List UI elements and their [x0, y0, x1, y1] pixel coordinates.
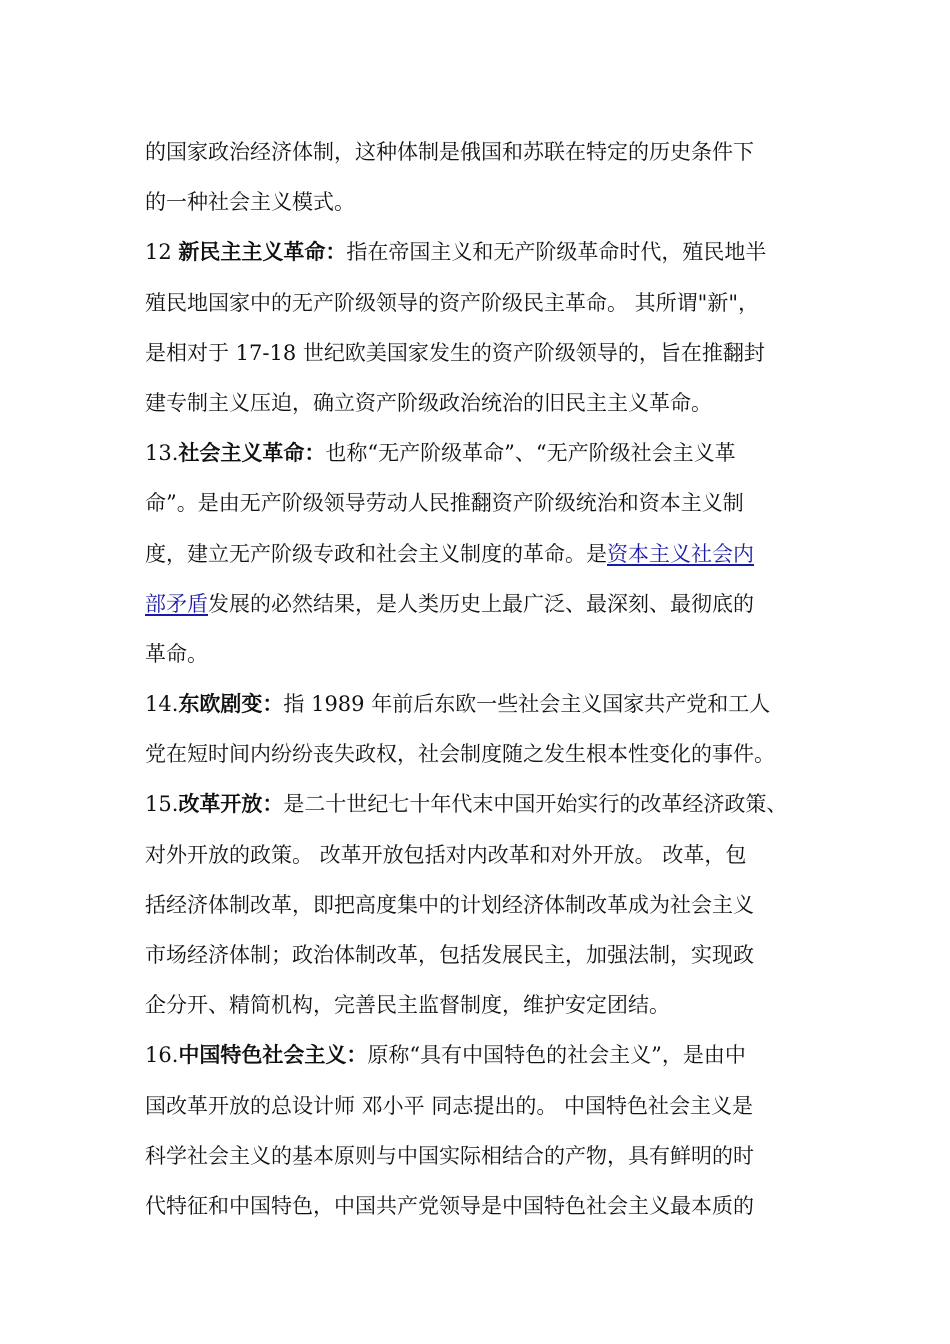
entry-16-term: 中国特色社会主义： [178, 1042, 368, 1068]
entry-16-definition-start: 原称“具有中国特色的社会主义”，是由中 [367, 1043, 746, 1068]
entry-15-term: 改革开放： [178, 791, 284, 817]
entry-15-line-1 [145, 779, 815, 829]
entry-15-line-4: 市场经济体制；政治体制改革，包括发展民主，加强法制，实现政 [145, 943, 754, 967]
entry-13-line-4-text: 发展的必然结果，是人类历史上最广泛、最深刻、最彻底的 [208, 591, 754, 616]
entry-12-line-2: 殖民地国家中的无产阶级领导的资产阶级民主革命。 其所谓"新"， [145, 290, 759, 315]
entry-13-line-3 [145, 529, 815, 579]
document-body [145, 127, 815, 1231]
entry-13-term: 社会主义革命： [178, 440, 326, 466]
entry-12-line-3: 是相对于 17-18 世纪欧美国家发生的资产阶级领导的，旨在推翻封 [145, 340, 765, 365]
entry-13-line-4 [145, 579, 815, 629]
entry-16-line-1 [145, 1030, 815, 1080]
entry-12-number: 12 [145, 240, 179, 265]
entry-16-line-2: 国改革开放的总设计师 邓小平 同志提出的。 中国特色社会主义是 [145, 1093, 754, 1118]
entry-14-number: 14. [145, 692, 179, 717]
capitalism-contradiction-link-part-1[interactable]: 资本主义社会内 [607, 541, 754, 566]
entry-13-definition-start: 也称“无产阶级革命”、“无产阶级社会主义革 [325, 441, 736, 466]
entry-12-term: 新民主主义革命： [178, 239, 347, 265]
entry-12-line-1 [145, 227, 815, 277]
entry-14-term: 东欧剧变： [178, 691, 284, 717]
entry-16-line-3: 科学社会主义的基本原则与中国实际相结合的产物，具有鲜明的时 [145, 1143, 754, 1168]
entry-13-line-3-text: 度，建立无产阶级专政和社会主义制度的革命。是 [145, 541, 607, 566]
entry-16-number: 16. [145, 1043, 179, 1068]
entry-14-line-1 [145, 679, 815, 729]
entry-16-line-4: 代特征和中国特色，中国共产党领导是中国特色社会主义最本质的 [145, 1193, 754, 1218]
intro-line-1: 的国家政治经济体制，这种体制是俄国和苏联在特定的历史条件下 [145, 140, 754, 164]
entry-14-line-2: 党在短时间内纷纷丧失政权，社会制度随之发生根本性变化的事件。 [145, 742, 775, 767]
entry-12-definition-start: 指在帝国主义和无产阶级革命时代，殖民地半 [346, 240, 767, 265]
entry-14-definition-start: 指 1989 年前后东欧一些社会主义国家共产党和工人 [283, 692, 771, 717]
entry-15-definition-start: 是二十世纪七十年代末中国开始实行的改革经济政策、 [283, 792, 788, 817]
entry-13-line-1 [145, 428, 815, 478]
intro-line-2: 的一种社会主义模式。 [145, 190, 355, 215]
entry-13-line-5: 革命。 [145, 641, 208, 666]
entry-15-line-2: 对外开放的政策。 改革开放包括对内改革和对外开放。 改革，包 [145, 842, 747, 867]
entry-15-line-5: 企分开、精简机构，完善民主监督制度，维护安定团结。 [145, 993, 670, 1018]
entry-13-line-2: 命”。是由无产阶级领导劳动人民推翻资产阶级统治和资本主义制 [145, 491, 744, 516]
entry-15-number: 15. [145, 792, 179, 817]
entry-12-line-4: 建专制主义压迫，确立资产阶级政治统治的旧民主主义革命。 [145, 390, 712, 415]
entry-13-number: 13. [145, 441, 179, 466]
entry-15-line-3: 括经济体制改革，即把高度集中的计划经济体制改革成为社会主义 [145, 892, 754, 917]
capitalism-contradiction-link-part-2[interactable]: 部矛盾 [145, 591, 208, 616]
